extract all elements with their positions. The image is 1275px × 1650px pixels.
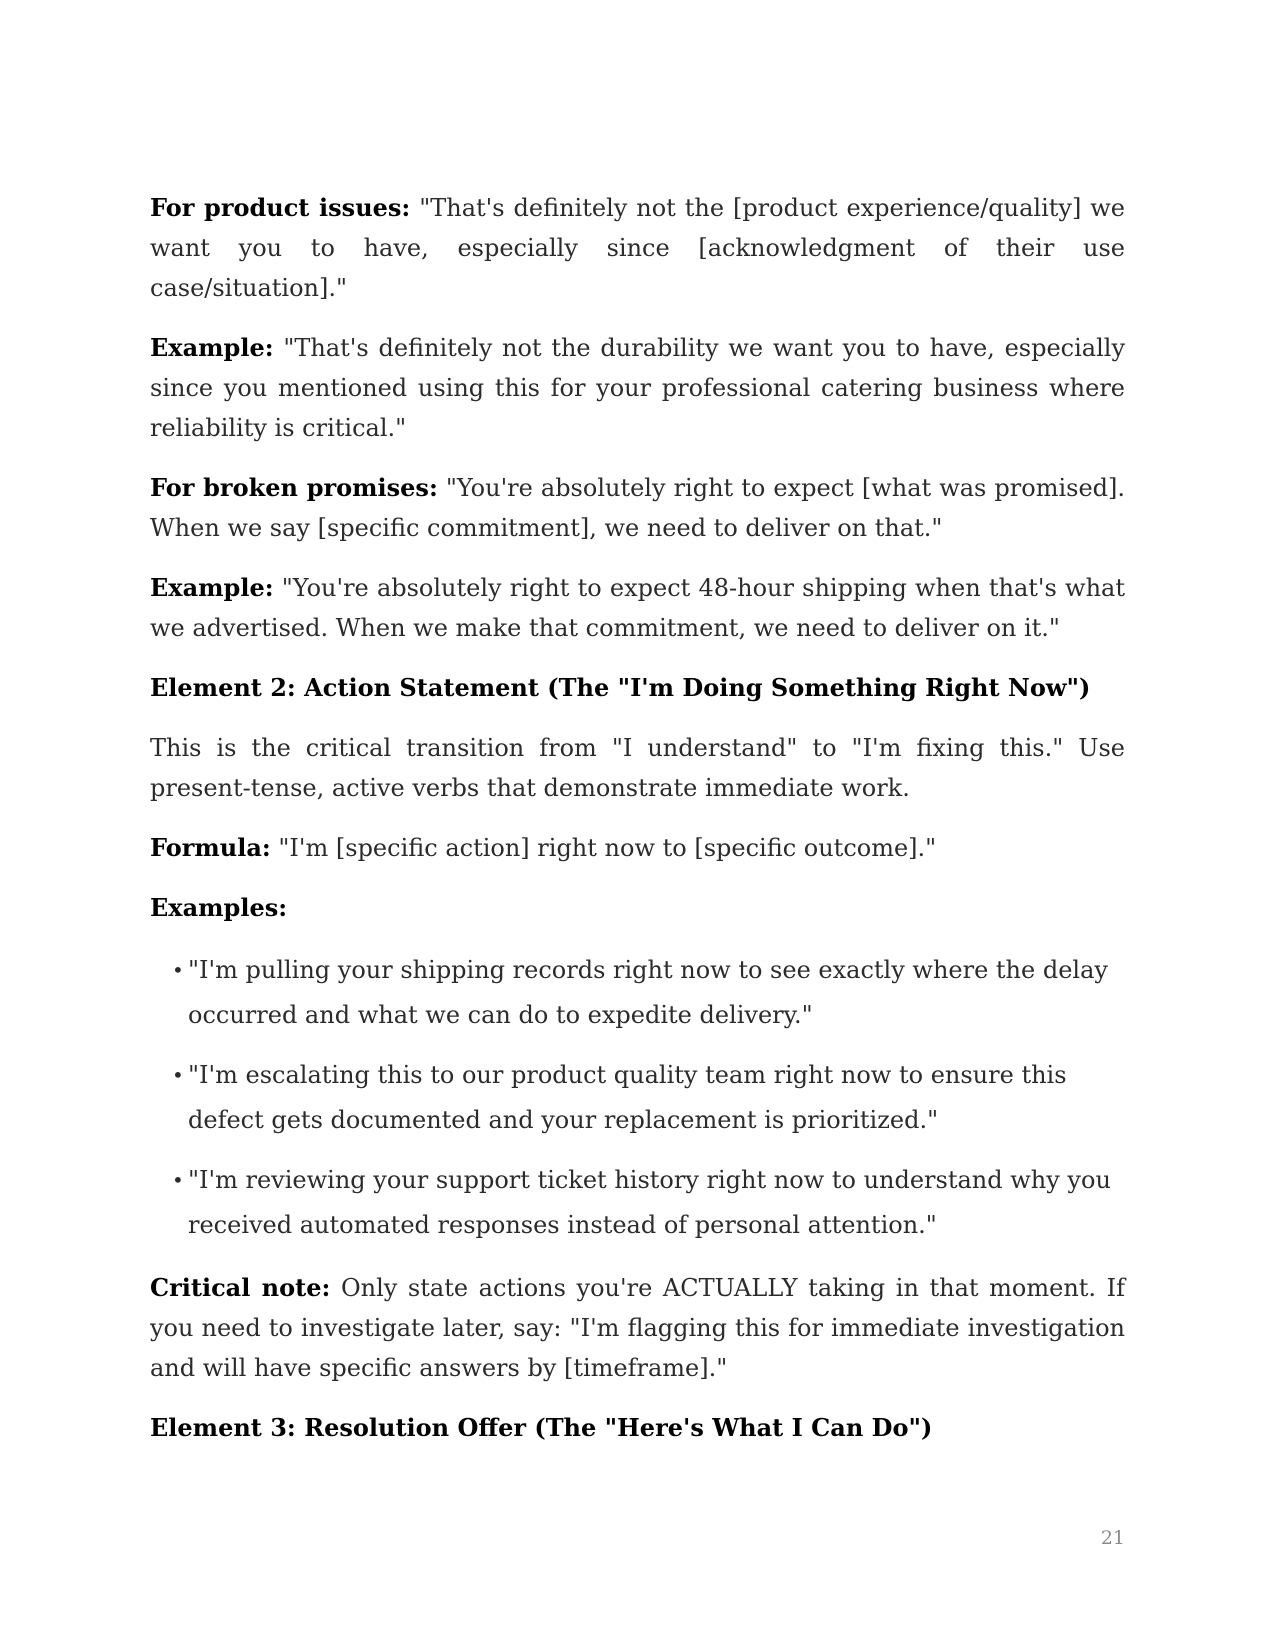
element-2-intro: This is the critical transition from "I understand" to "I'm fixing this." Use present-tense, active verbs that demonstrate immediate work. <box>150 734 1125 802</box>
example-paragraph-1 <box>150 328 1125 448</box>
broken-promises-label: For broken promises: <box>150 473 438 502</box>
broken-promises-paragraph <box>150 468 1125 548</box>
list-item: • "I'm reviewing your support ticket history right now to understand why you received automated responses instead of personal attention." <box>188 1158 1125 1248</box>
element-3-heading: Element 3: Resolution Offer (The "Here's What I Can Do") <box>150 1413 933 1442</box>
page-content <box>150 188 1125 1468</box>
product-issues-text: "That's definitely not the [product experience/quality] we want you to have, especially since [acknowledgment of their use case/situation]." <box>150 194 1126 302</box>
examples-list <box>150 948 1125 1248</box>
page-number: 21 <box>1100 1527 1125 1549</box>
formula-label: Formula: <box>150 833 271 862</box>
broken-promises-text: "You're absolutely right to expect [what was promised]. When we say [specific commitment], we need to deliver on that." <box>150 474 1125 542</box>
example-paragraph-2 <box>150 568 1125 648</box>
element-2-heading: Element 2: Action Statement (The "I'm Doing Something Right Now") <box>150 673 1091 702</box>
formula-paragraph <box>150 828 1125 868</box>
examples-heading <box>150 888 1125 928</box>
list-item: • "I'm escalating this to our product quality team right now to ensure this defect gets documented and your replacement is prioritized." <box>188 1053 1125 1143</box>
critical-note-paragraph <box>150 1268 1125 1388</box>
critical-note-text: Only state actions you're ACTUALLY taking in that moment. If you need to investigate later, say: "I'm flagging this for immediate investigation and will have specific answers by [timeframe]." <box>150 1274 1126 1382</box>
formula-text: "I'm [specific action] right now to [specific outcome]." <box>270 834 937 862</box>
list-item: • "I'm pulling your shipping records right now to see exactly where the delay occurred and what we can do to expedite delivery." <box>188 948 1125 1038</box>
product-issues-label: For product issues: <box>150 193 411 222</box>
example-text-2: "You're absolutely right to expect 48-hour shipping when that's what we advertised. When we make that commitment, we need to deliver on it." <box>150 574 1125 642</box>
example-label-2: Example: <box>150 573 274 602</box>
example-label-1: Example: <box>150 333 274 362</box>
critical-note-label: Critical note: <box>150 1273 331 1302</box>
example-text-1: "That's definitely not the durability we want you to have, especially since you mentioned using this for your professional catering business where reliability is critical." <box>150 334 1125 442</box>
product-issues-paragraph <box>150 188 1125 308</box>
examples-label: Examples: <box>150 893 288 922</box>
